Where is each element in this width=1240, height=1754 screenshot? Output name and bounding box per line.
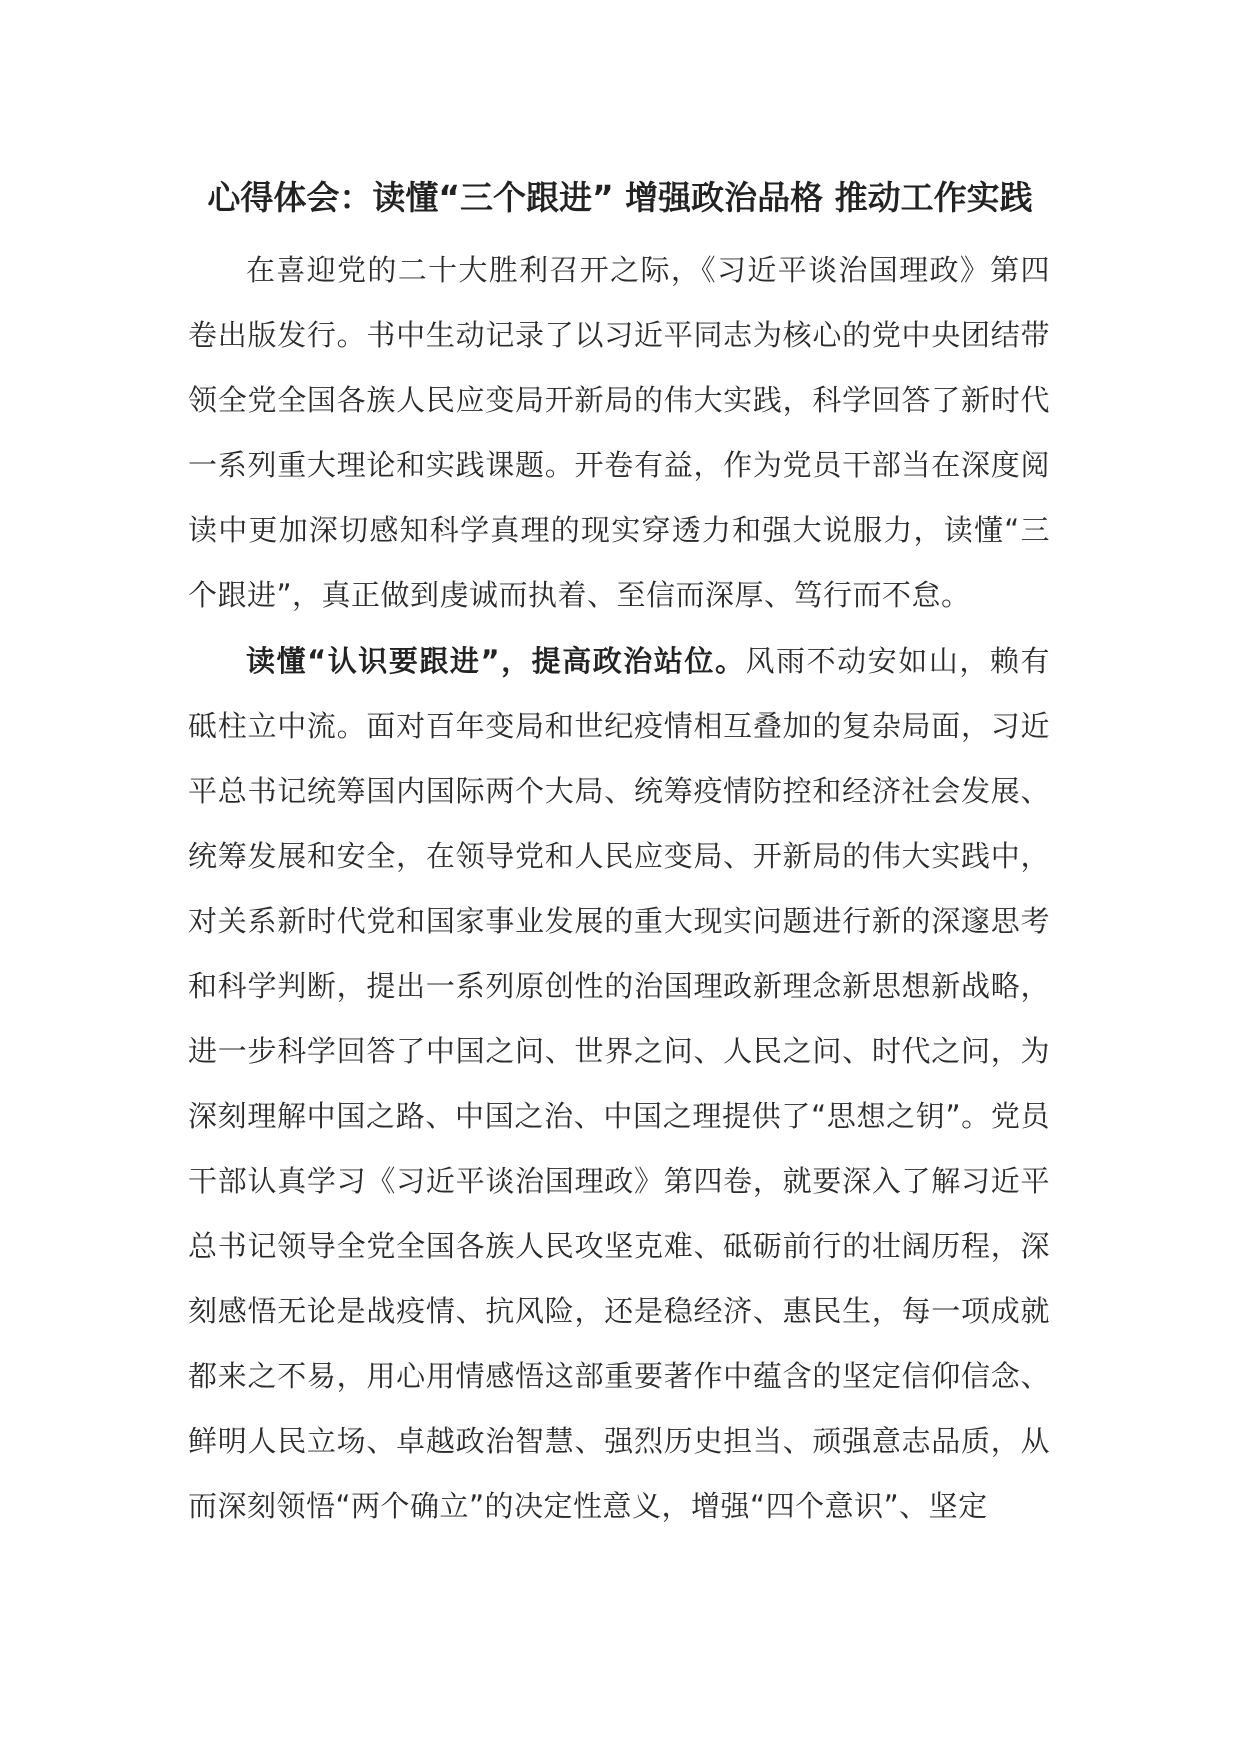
document-body bbox=[188, 238, 1050, 1539]
document-title: 心得体会：读懂“三个跟进” 增强政治品格 推动工作实践 bbox=[207, 178, 1033, 217]
paragraph-awareness-text: 风雨不动安如山，赖有砥柱立中流。面对百年变局和世纪疫情相互叠加的复杂局面，习近平总书记统筹国内国际两个大局、统筹疫情防控和经济社会发展、统筹发展和安全，在领导党和人民应变局、开新局的伟大实践中，对关系新时代党和国家事业发展的重大现实问题进行新的深邃思考和科学判断，提出一系列原创性的治国理政新理念新思想新战略，进一步科学回答了中国之问、世界之问、人民之问、时代之问，为深刻理解中国之路、中国之治、中国之理提供了“思想之钥”。党员干部认真学习《习近平谈治国理政》第四卷，就要深入了解习近平总书记领导全党全国各族人民攻坚克难、砥砺前行的壮阔历程，深刻感悟无论是战疫情、抗风险，还是稳经济、惠民生，每一项成就都来之不易，用心用情感悟这部重要著作中蕴含的坚定信仰信念、鲜明人民立场、卓越政治智慧、强烈历史担当、顽强意志品质，从而深刻领悟“两个确立”的决定性意义，增强“四个意识”、坚定 bbox=[188, 644, 1050, 1523]
paragraph-intro-text: 在喜迎党的二十大胜利召开之际，《习近平谈治国理政》第四卷出版发行。书中生动记录了以习近平同志为核心的党中央团结带领全党全国各族人民应变局开新局的伟大实践，科学回答了新时代一系列重大理论和实践课题。开卷有益，作为党员干部当在深度阅读中更加深切感知科学真理的现实穿透力和强大说服力，读懂“三个跟进”，真正做到虔诚而执着、至信而深厚、笃行而不怠。 bbox=[188, 253, 1050, 612]
paragraph-intro bbox=[188, 238, 1050, 628]
paragraph-awareness-heading: 读懂“认识要跟进”，提高政治站位。 bbox=[246, 644, 746, 678]
paragraph-awareness bbox=[188, 629, 1050, 1539]
